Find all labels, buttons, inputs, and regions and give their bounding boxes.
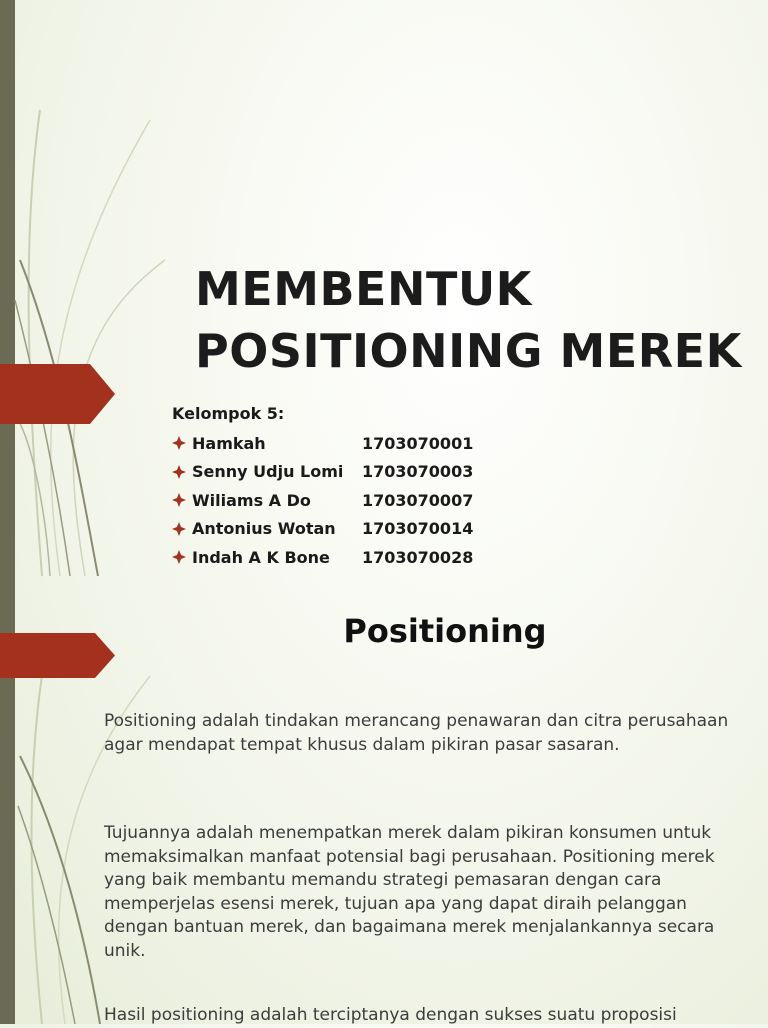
decorative-curves [0,0,200,576]
title-line-1: MEMBENTUK [195,262,532,316]
diamond-bullet-icon [172,549,192,565]
member-name: Antonius Wotan [192,519,336,539]
member-row [172,429,473,458]
paragraph-definition: Positioning adalah tindakan merancang penawaran dan citra perusahaan agar mendapat tempat khusus dalam pikiran pasar sasaran. [104,711,729,755]
member-id: 1703070003 [362,462,474,482]
member-id: 1703070014 [362,519,474,539]
member-list [172,429,473,572]
diamond-bullet-icon [172,435,192,451]
diamond-bullet-icon [172,464,192,480]
member-row [172,486,473,515]
diamond-bullet-icon [172,521,192,537]
member-row [172,515,473,544]
member-name: Senny Udju Lomi [192,462,344,482]
paragraph-result: Hasil positioning adalah terciptanya dengan sukses suatu proposisi [104,1005,677,1025]
member-row [172,458,473,487]
diamond-bullet-icon [172,492,192,508]
member-row [172,543,473,572]
slide-subtitle: Positioning [343,612,547,650]
member-id: 1703070001 [362,433,474,453]
title-line-2: POSITIONING MEREK [195,324,742,378]
member-name: Wiliams A Do [192,490,311,510]
paragraph-purpose: Tujuannya adalah menempatkan merek dalam pikiran konsumen untuk memaksimalkan manfaat potensial bagi perusahaan. Positioning merek yang baik membantu memandu strategi pemasaran dengan cara memperjelas esensi merek, tujuan apa yang dapat diraih pelanggan dengan bantuan merek, dan bagaimana merek menjalankannya secara unik. [104,823,715,961]
member-id: 1703070007 [362,490,474,510]
member-id: 1703070028 [362,547,474,567]
slide-positioning [0,576,768,1024]
member-name: Indah A K Bone [192,547,330,567]
group-label: Kelompok 5: [172,404,285,423]
member-name: Hamkah [192,433,266,453]
accent-arrow-tab [0,364,115,424]
slide-title-heading [195,258,742,382]
